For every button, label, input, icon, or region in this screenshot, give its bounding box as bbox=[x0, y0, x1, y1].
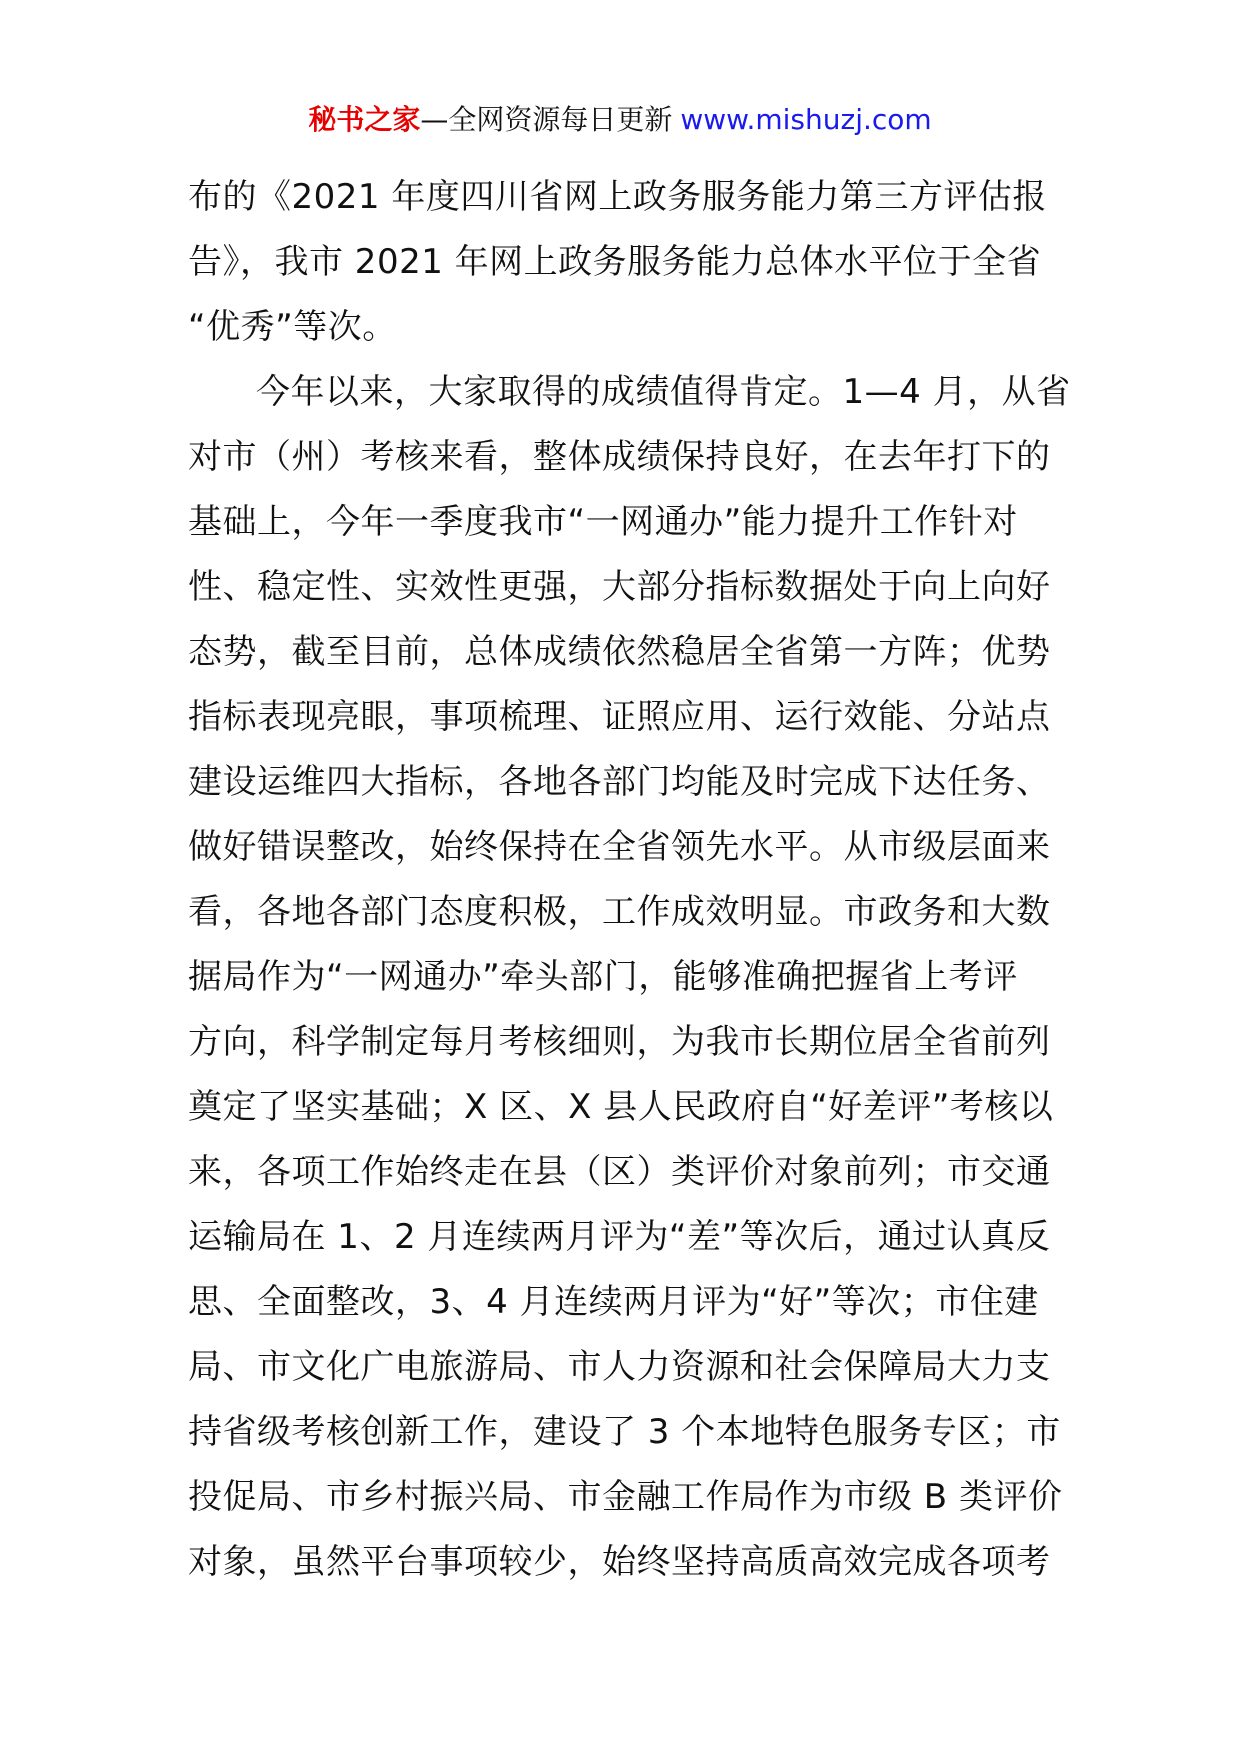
text-line: 基础上，今年一季度我市“一网通办”能力提升工作针对 bbox=[188, 502, 1018, 542]
text-line: 奠定了坚实基础；X 区、X 县人民政府自“好差评”考核以 bbox=[188, 1087, 1054, 1127]
site-url-link[interactable]: www.mishuzj.com bbox=[680, 103, 932, 136]
text-line: 做好错误整改，始终保持在全省领先水平。从市级层面来 bbox=[188, 827, 1051, 867]
text-line: 来，各项工作始终走在县（区）类评价对象前列；市交通 bbox=[188, 1152, 1051, 1192]
text-line: 持省级考核创新工作，建设了 3 个本地特色服务专区；市 bbox=[188, 1412, 1061, 1452]
brand-name: 秘书之家 bbox=[308, 103, 421, 136]
text-line: 运输局在 1、2 月连续两月评为“差”等次后，通过认真反 bbox=[188, 1217, 1051, 1257]
text-line: 对象，虽然平台事项较少，始终坚持高质高效完成各项考 bbox=[188, 1542, 1051, 1582]
text-line: 看，各地各部门态度积极，工作成效明显。市政务和大数 bbox=[188, 892, 1051, 932]
text-line: 据局作为“一网通办”牵头部门，能够准确把握省上考评 bbox=[188, 957, 1018, 997]
paragraph-first-line: 今年以来，大家取得的成绩值得肯定。1—4 月，从省 bbox=[256, 372, 1071, 412]
text-line: “优秀”等次。 bbox=[188, 307, 397, 347]
text-line: 建设运维四大指标，各地各部门均能及时完成下达任务、 bbox=[188, 762, 1051, 802]
text-line: 思、全面整改，3、4 月连续两月评为“好”等次；市住建 bbox=[188, 1282, 1039, 1322]
text-line: 性、稳定性、实效性更强，大部分指标数据处于向上向好 bbox=[188, 567, 1051, 607]
document-body bbox=[188, 165, 1071, 1595]
page-header bbox=[0, 100, 1240, 140]
header-slogan: —全网资源每日更新 bbox=[420, 103, 673, 136]
text-line: 对市（州）考核来看，整体成绩保持良好，在去年打下的 bbox=[188, 437, 1051, 477]
text-line: 指标表现亮眼，事项梳理、证照应用、运行效能、分站点 bbox=[188, 697, 1051, 737]
text-line: 告》，我市 2021 年网上政务服务能力总体水平位于全省 bbox=[188, 242, 1042, 282]
text-line: 布的《2021 年度四川省网上政务服务能力第三方评估报 bbox=[188, 177, 1047, 217]
text-line: 投促局、市乡村振兴局、市金融工作局作为市级 B 类评价 bbox=[188, 1477, 1063, 1517]
text-line: 态势，截至目前，总体成绩依然稳居全省第一方阵；优势 bbox=[188, 632, 1051, 672]
text-line: 局、市文化广电旅游局、市人力资源和社会保障局大力支 bbox=[188, 1347, 1051, 1387]
text-line: 方向，科学制定每月考核细则，为我市长期位居全省前列 bbox=[188, 1022, 1051, 1062]
